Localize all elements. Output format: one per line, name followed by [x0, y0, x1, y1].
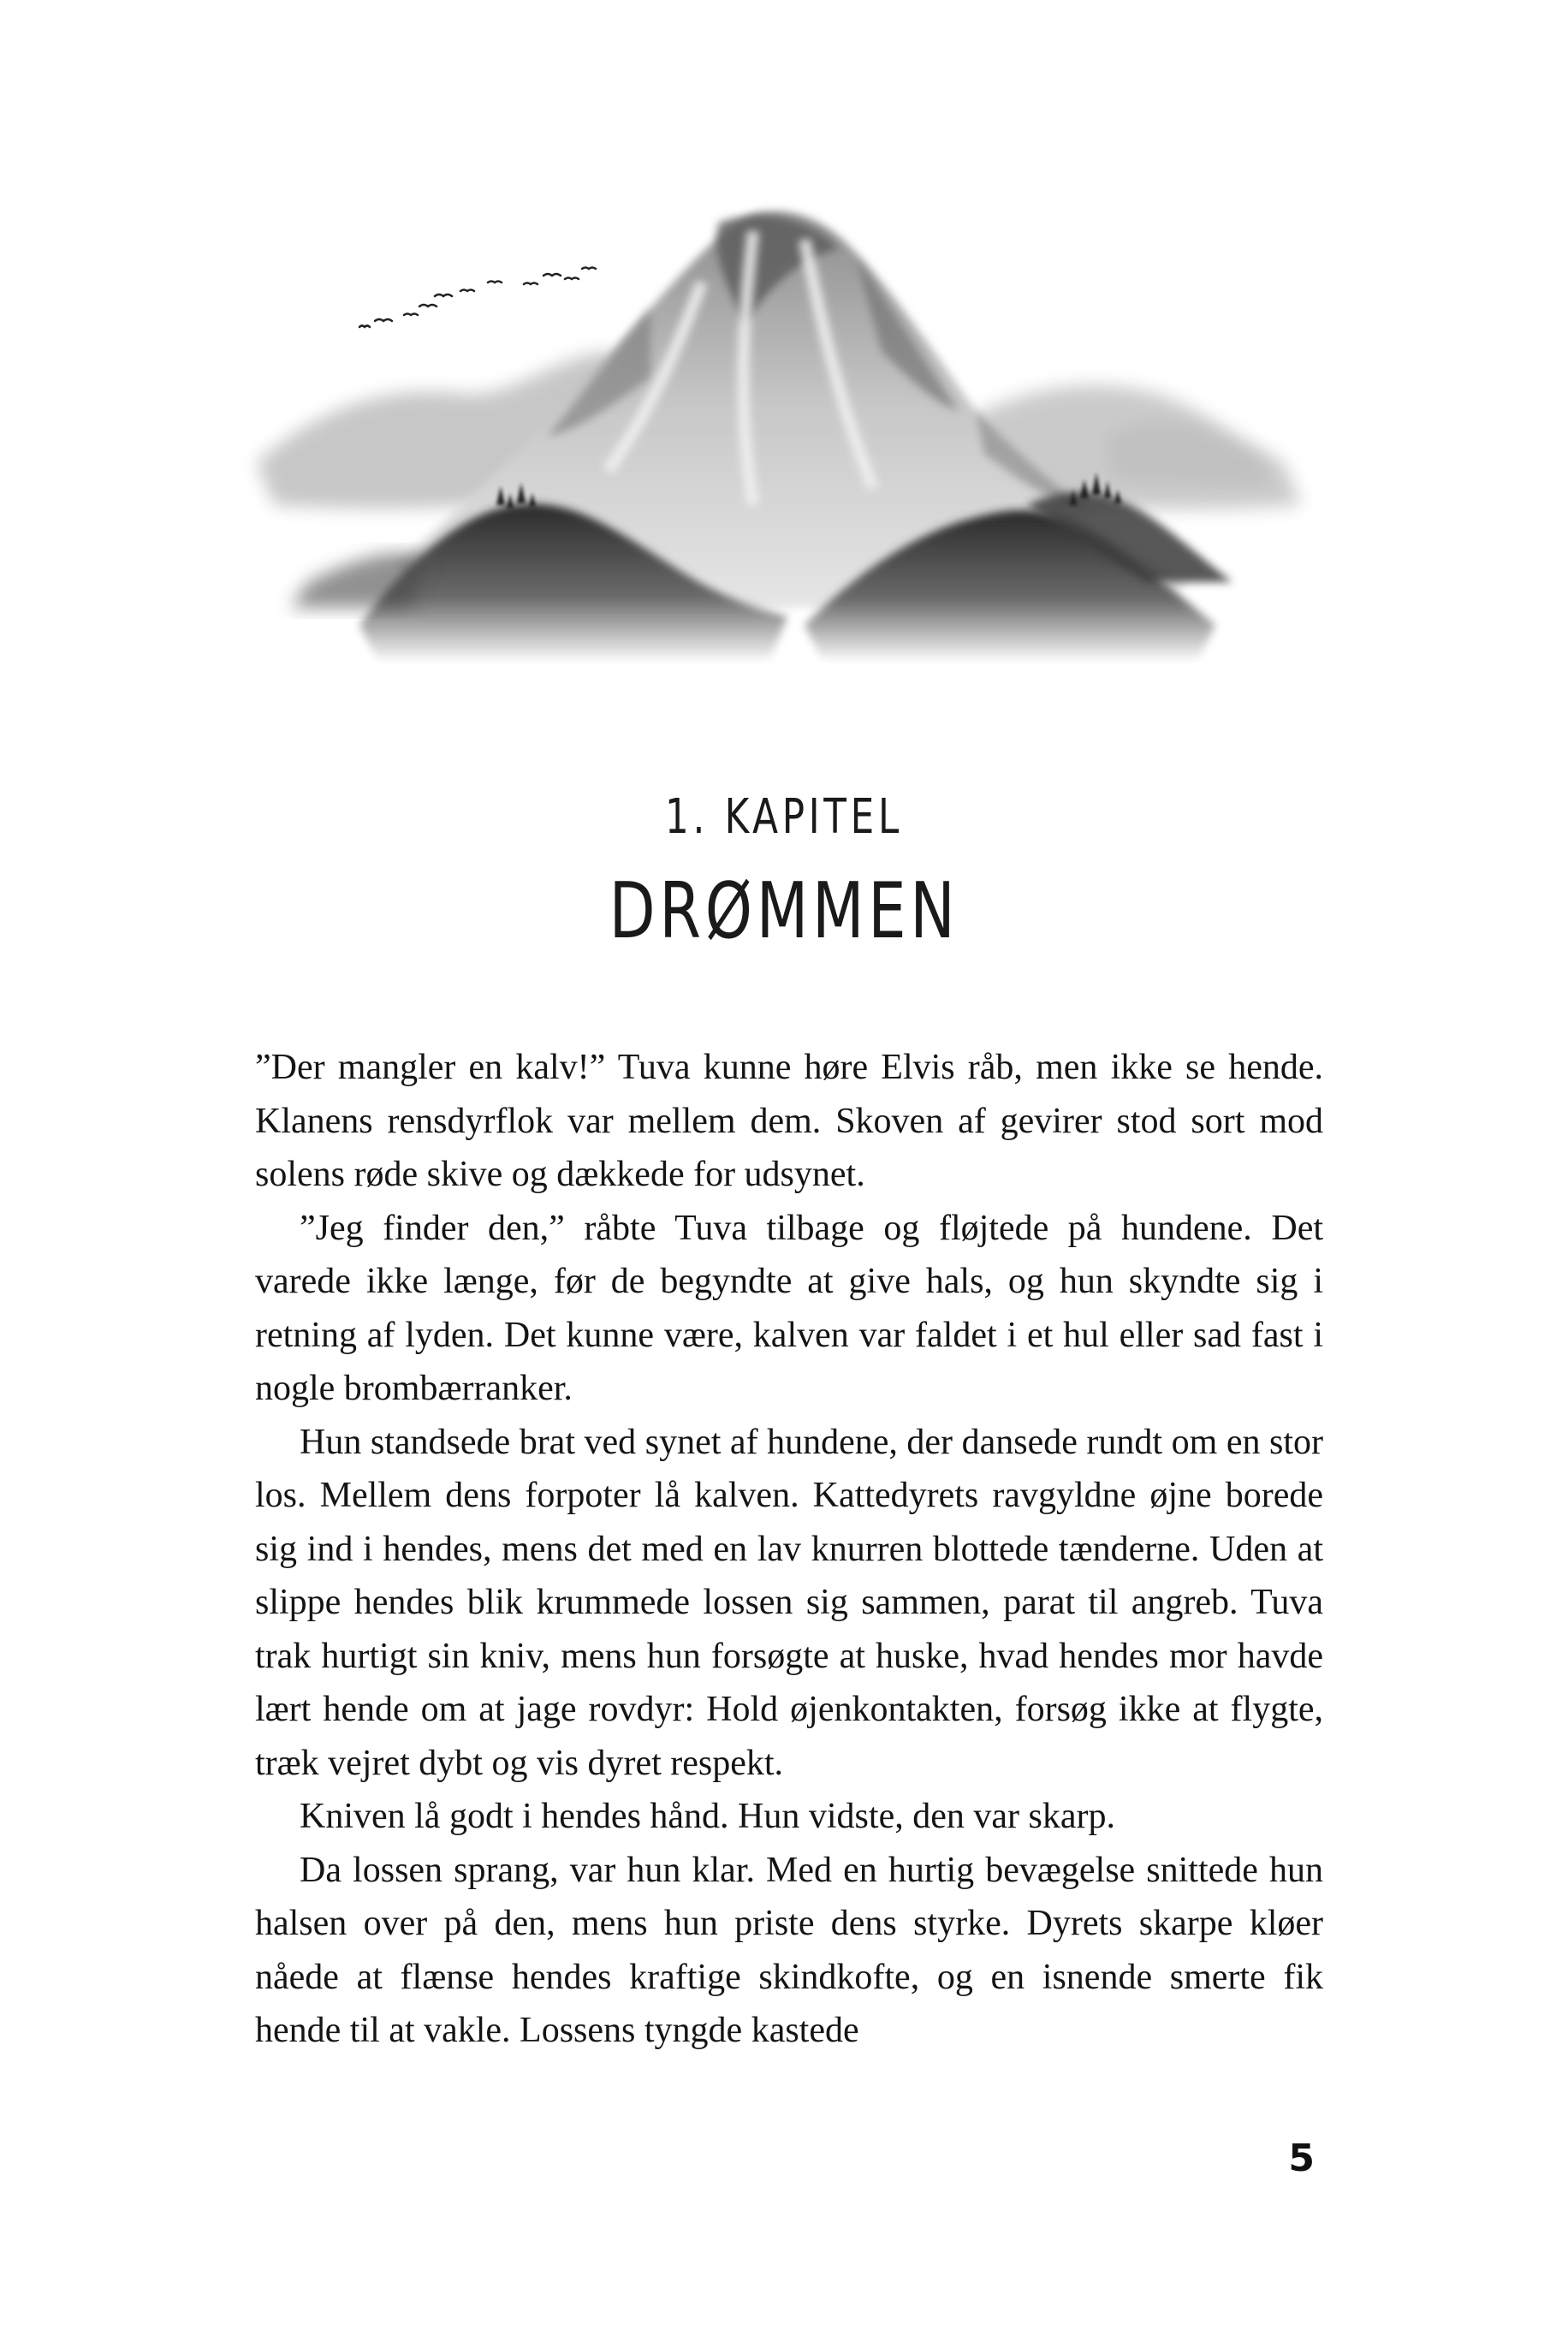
paragraph-2: ”Jeg finder den,” råbte Tuva tilbage og fløjtede på hundene. Det varede ikke længe, før de begyndte at give hals, og hun skyndte sig i retning af lyden. Det kunne være, kalven var faldet i et hul eller sad fast i nogle brombærranker. [255, 1208, 1323, 1408]
page-number: 5 [1288, 2137, 1315, 2180]
paragraph-1: ”Der mangler en kalv!” Tuva kunne høre Elvis råb, men ikke se hende. Klanens rensdyrflok var mellem dem. Skoven af gevirer stod sort mod solens røde skive og dækkede for udsynet. [255, 1048, 1323, 1194]
chapter-number: 1. KAPITEL [665, 789, 903, 845]
paragraph-5: Da lossen sprang, var hun klar. Med en hurtig bevægelse snittede hun halsen over på den, mens hun priste dens styrke. Dyrets skarpe kløer nåede at flænse hendes kraftige skindkofte, og en isnende smerte fik hende til at vakle. Lossens tyngde kastede [255, 1850, 1323, 2050]
chapter-body [255, 1041, 1323, 2058]
chapter-title: DRØMMEN [609, 866, 959, 956]
birds [359, 268, 596, 328]
mountain-illustration [205, 180, 1369, 710]
paragraph-3: Hun standsede brat ved synet af hundene, der dansede rundt om en stor los. Mellem dens forpoter lå kalven. Kattedyrets ravgyldne øjne borede sig ind i hendes, mens det med en lav knurren blottede tænderne. Uden at slippe hendes blik krummede lossen sig sammen, parat til angreb. Tuva trak hurtigt sin kniv, mens hun forsøgte at huske, hvad hendes mor havde lært hende om at jage rovdyr: Hold øjenkontakten, forsøg ikke at flygte, træk vejret dybt og vis dyret respekt. [255, 1422, 1323, 1783]
paragraph-4: Kniven lå godt i hendes hånd. Hun vidste, den var skarp. [300, 1797, 1115, 1836]
